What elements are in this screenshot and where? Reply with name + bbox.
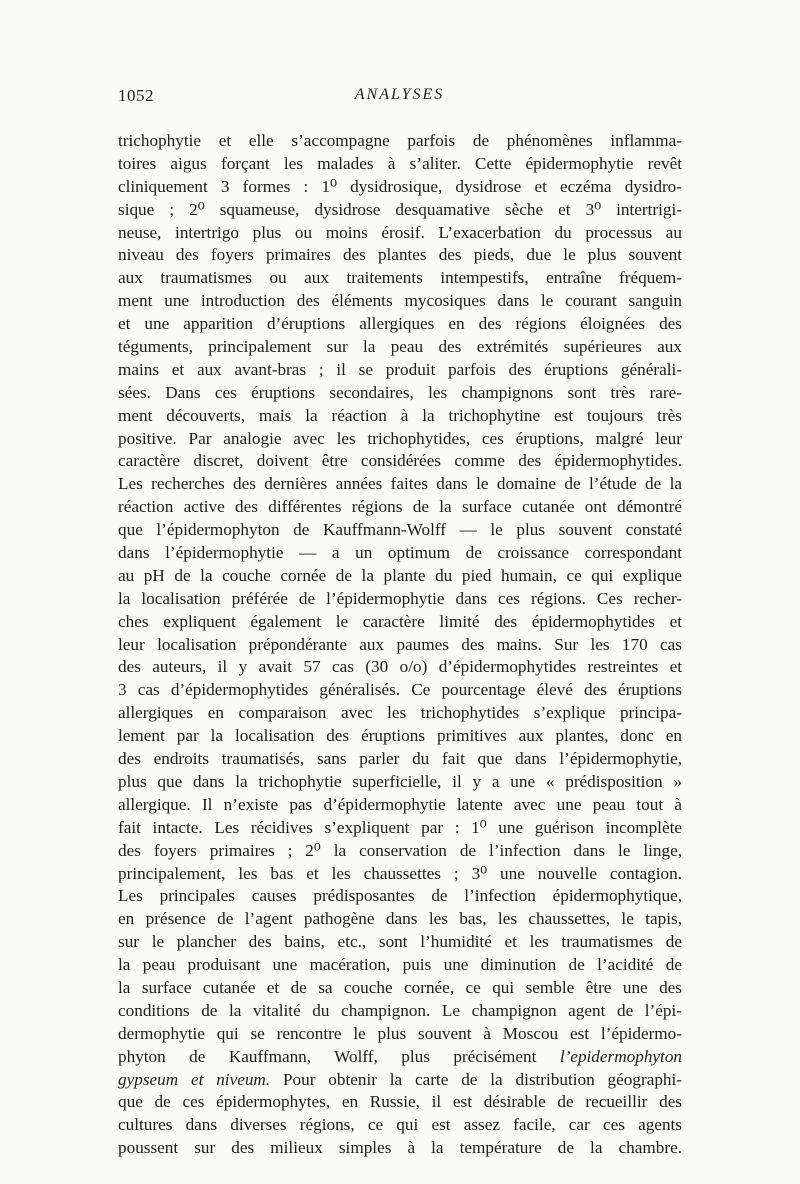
text-line: neuse, intertrigo plus ou moins érosif. L’exacerbation du processus au (118, 222, 682, 242)
text-line: positive. Par analogie avec les trichophytides, ces éruptions, malgré leur (118, 428, 682, 448)
text-line: ment une introduction des éléments mycosiques dans le courant sanguin (118, 291, 682, 311)
text-line: au pH de la couche cornée de la plante du pied humain, ce qui explique (118, 565, 682, 585)
text-line: allergiques en comparaison avec les trichophytides s’explique principa- (118, 703, 682, 723)
text-line: et une apparition d’éruptions allergiques en des régions éloignées des (118, 314, 682, 334)
text-line: la surface cutanée et de sa couche cornée, ce qui semble être une des (118, 977, 682, 997)
text-span: Pour obtenir la carte de la distribution géographi- (282, 1069, 682, 1089)
italic-term: niveum. (216, 1069, 271, 1089)
text-line: que l’épidermophyton de Kauffmann-Wolff — le plus souvent constaté (118, 520, 682, 540)
text-line: Les principales causes prédisposantes de l’infection épidermophytique, (118, 886, 682, 906)
text-line: téguments, principalement sur la peau des extrémités supérieures aux (118, 337, 682, 357)
page-header (118, 86, 681, 110)
text-line: que de ces épidermophytes, en Russie, il est désirable de recueillir des (118, 1092, 682, 1112)
text-line (118, 1046, 682, 1069)
text-line: en présence de l’agent pathogène dans les bas, les chaussettes, le tapis, (118, 909, 682, 929)
text-line: des auteurs, il y avait 57 cas (30 o/o) d’épidermophytides restreintes et (118, 657, 682, 677)
text-line: lement par la localisation des éruptions primitives aux plantes, donc en (118, 726, 682, 746)
text-line: 3 cas d’épidermophytides généralisés. Ce pourcentage élevé des éruptions (118, 680, 682, 700)
text-span: phyton de Kauffmann, Wolff, plus précisément (118, 1046, 537, 1066)
text-line: mains et aux avant-bras ; il se produit parfois des éruptions générali- (118, 359, 682, 379)
text-line: poussent sur des milieux simples à la température de la chambre. (118, 1138, 682, 1158)
text-line: cliniquement 3 formes : 1⁰ dysidrosique, dysidrose et eczéma dysidro- (118, 176, 682, 196)
page-number: 1052 (118, 86, 154, 105)
body-text (118, 130, 682, 1160)
text-line: la peau produisant une macération, puis une diminution de l’acidité de (118, 955, 682, 975)
text-line: aux traumatismes ou aux traitements intempestifs, entraîne fréquem- (118, 268, 682, 288)
text-line: toires aigus forçant les malades à s’aliter. Cette épidermophytie revêt (118, 153, 682, 173)
text-line: leur localisation prépondérante aux paumes des mains. Sur les 170 cas (118, 634, 682, 654)
text-line (118, 1069, 682, 1092)
text-line: sur le plancher des bains, etc., sont l’humidité et les traumatismes de (118, 932, 682, 952)
text-line: Les recherches des dernières années faites dans le domaine de l’étude de la (118, 474, 682, 494)
text-line: dans l’épidermophytie — a un optimum de croissance correspondant (118, 543, 682, 563)
italic-term: gypseum et (118, 1069, 204, 1089)
running-title: ANALYSES (354, 86, 445, 103)
text-line: ches expliquent également le caractère limité des épidermophytides et (118, 611, 682, 631)
text-line: niveau des foyers primaires des plantes des pieds, due le plus souvent (118, 245, 682, 265)
text-line: ment découverts, mais la réaction à la trichophytine est toujours très (118, 405, 682, 425)
text-line: sique ; 2⁰ squameuse, dysidrose desquamative sèche et 3⁰ intertrigi- (118, 199, 682, 219)
text-line: conditions de la vitalité du champignon. Le champignon agent de l’épi- (118, 1000, 682, 1020)
text-line: caractère discret, doivent être considérées comme des épidermophytides. (118, 451, 682, 471)
italic-term: l’epidermophyton (559, 1046, 682, 1066)
text-line: trichophytie et elle s’accompagne parfois de phénomènes inflamma- (118, 131, 682, 150)
text-line: allergique. Il n’existe pas d’épidermophytie latente avec une peau tout à (118, 794, 682, 814)
text-line: plus que dans la trichophytie superficielle, il y a une « prédisposition » (118, 771, 682, 791)
text-line: cultures dans diverses régions, ce qui est assez facile, car ces agents (118, 1115, 682, 1135)
text-line: principalement, les bas et les chaussettes ; 3⁰ une nouvelle contagion. (118, 863, 682, 883)
text-line: fait intacte. Les récidives s’expliquent par : 1⁰ une guérison incomplète (118, 817, 682, 837)
text-line: sées. Dans ces éruptions secondaires, les champignons sont très rare- (118, 382, 682, 402)
text-line: des endroits traumatisés, sans parler du fait que dans l’épidermophytie, (118, 749, 682, 769)
text-line: réaction active des différentes régions de la surface cutanée ont démontré (118, 497, 682, 517)
text-line: la localisation préférée de l’épidermophytie dans ces régions. Ces recher- (118, 588, 682, 608)
text-line: dermophytie qui se rencontre le plus souvent à Moscou est l’épidermo- (118, 1023, 682, 1043)
text-line: des foyers primaires ; 2⁰ la conservation de l’infection dans le linge, (118, 840, 682, 860)
